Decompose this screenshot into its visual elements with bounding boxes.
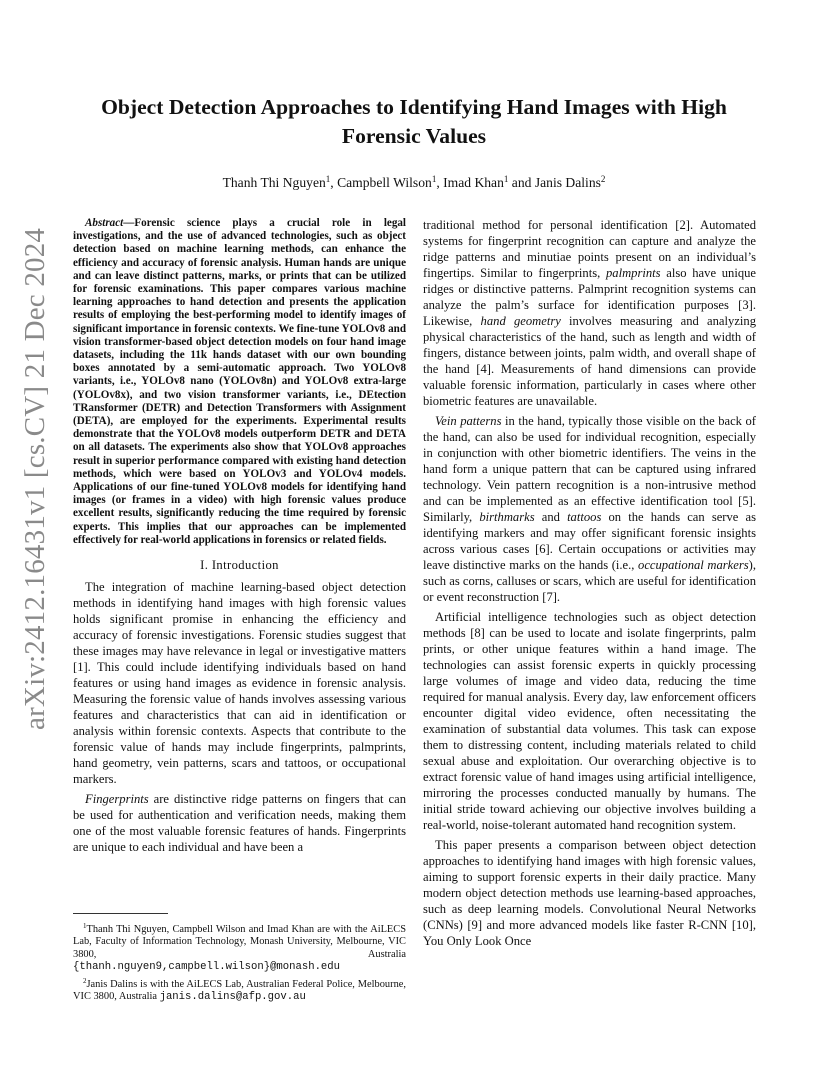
affiliation-mark: 1 xyxy=(431,174,437,184)
abstract-label: Abstract xyxy=(85,217,124,229)
body-paragraph: This paper presents a comparison between object detection approaches to identifying hand images with high forensic values, aiming to support forensic experts in their daily practice. Many modern object detection methods use learning-based approaches, such as deep learning models. Convolutional Neural Networks (CNNs) [9] and more advanced models like faster R-CNN [10], You Only Look Once xyxy=(423,838,756,948)
affiliation-mark: 1 xyxy=(503,174,509,184)
affiliation-mark: 2 xyxy=(600,174,606,184)
footnote-email: {thanh.nguyen9,campbell.wilson}@monash.edu xyxy=(73,961,341,974)
paragraph-text: traditional method for personal identification [2]. Automated systems for fingerprint recognition can capture and analyze the ridge patterns and minutiae points present on an individual’s fingertips. Similar to fingerprints, xyxy=(423,218,756,280)
paper-title: Object Detection Approaches to Identifying Hand Images with High Forensic Values xyxy=(101,95,727,148)
body-paragraph: The integration of machine learning-based object detection methods in identifying hand images with high forensic values holds significant promise in enhancing the efficiency and accuracy of forensic investigations. Forensic studies suggest that these images may have relevance in legal or investigative matters [1]. This could include identifying individuals based on hand features or using hand images as evidence in forensic analysis. Measuring the forensic value of hands involves assessing various features and characteristics that can aid in identification or analysis within forensic contexts. Aspects that contribute to the forensic value of hands may include fingerprints, palmprints, hand geometry, vein patterns, scars and tattoos, or occupational markers. xyxy=(73,580,406,787)
footnote-mark: 1 xyxy=(83,922,87,930)
footnote-mark: 2 xyxy=(83,976,87,985)
footnote-2 xyxy=(73,975,406,1004)
body-paragraph xyxy=(423,413,756,605)
footnote-rule xyxy=(73,913,168,914)
emphasis-term: Fingerprints xyxy=(85,792,149,807)
section-heading-introduction xyxy=(73,558,406,573)
abstract-text: Forensic science plays a crucial role in legal investigations, and the use of advanced technologies, such as object detection based on machine learning methods, can enhance the efficiency and accuracy of forensic analysis. Human hands are unique and can leave distinct patterns, marks, or prints that can be utilized for forensic examinations. This paper compares various machine learning approaches to hand detection and presents the application results of employing the best-performing model to identify images of significant importance in forensic contexts. We fine-tune YOLOv8 and vision transformer-based object detection models on four hand image datasets, including the 11k hands dataset with our own bounding boxes annotated by a semi-automatic approach. Two YOLOv8 variants, i.e., YOLOv8 nano (YOLOv8n) and YOLOv8 extra-large (YOLOv8x), and two vision transformer variants, i.e., DEtection TRansformer (DETR) and Detection Transformers with Assignment (DETA), are employed for the experiments. Experimental results demonstrate that the YOLOv8 models outperform DETR and DETA on all datasets. The experiments also show that YOLOv8 approaches result in superior performance compared with existing hand detection methods, which were based on YOLOv3 and YOLOv4 models. Applications of our fine-tuned YOLOv8 models for identifying hand images (or frames in a video) with high forensic values produce excellent results, significantly reducing the time required by forensic experts. This implies that our approaches can be implemented effectively for real-world applications in forensics or related fields. xyxy=(73,217,406,546)
section-heading-text: I. Introduction xyxy=(200,558,279,573)
paragraph-text: and xyxy=(534,510,568,524)
paragraph-text: in the hand, typically those visible on the back of the hand, can also be used for individual recognition, especially in conjunction with other biometric identifiers. The veins in the hand form a unique pattern that can be captured using infrared technology. Vein pattern recognition is a non-intrusive method and can be implemented as an effective identification tool [5]. Similarly, xyxy=(423,414,756,524)
footnote-1 xyxy=(73,920,406,974)
author-name: Thanh Thi Nguyen xyxy=(222,175,326,190)
author-line: Thanh Thi Nguyen$^1$, Campbell Wilson$^1$, Imad Khan$^1$ and Janis Dalins$^2$ xyxy=(222,174,606,190)
emphasis-term: tattoos xyxy=(567,510,602,524)
abstract xyxy=(73,217,406,547)
emphasis-term: occupational markers xyxy=(638,558,749,572)
abstract-dash: — xyxy=(123,217,135,229)
paragraph-text: ), such as corns, calluses or scars, which are useful for identification or event reconstruction [7]. xyxy=(423,558,756,604)
affiliation-mark: 1 xyxy=(325,174,331,184)
footnotes xyxy=(73,913,406,1004)
author-name: Imad Khan xyxy=(443,175,504,190)
body-paragraph: Artificial intelligence technologies such as object detection methods [8] can be used to locate and isolate fingerprints, palm prints, or other unique features within a hand image. The technologies can assist forensic experts in quickly processing large volumes of image and video data, reducing the time required for manual analysis. Every day, law enforcement officers encounter digital video evidence, often necessitating the examination of substantial data volumes. This task can expose them to distressing content, including materials related to child sexual abuse and exploitation. Our overarching objective is to extract forensic value of hand images using artificial intelligence, mirroring the processes conducted manually by humans. The initial stride toward achieving our objective involves building a real-world, noise-tolerant automated hand recognition system. xyxy=(423,610,756,832)
paragraph-text: on the hands can serve as identifying markers and may offer significant forensic insights across various cases [6]. Certain occupations or activities may leave distinctive marks on the hands (i.e., xyxy=(423,510,757,572)
arxiv-identifier-stamp: arXiv:2412.16431v1 [cs.CV] 21 Dec 2024 xyxy=(19,227,51,730)
paragraph-text: are distinctive ridge patterns on fingers that can be used for authentication and verification needs, making them one of the most valuable forensic features of hands. Fingerprints are unique to each individual and have been a xyxy=(73,792,406,855)
footnote-email: janis.dalins@afp.gov.au xyxy=(159,991,306,1004)
emphasis-term: palmprints xyxy=(605,266,661,280)
emphasis-term: birthmarks xyxy=(479,510,535,524)
author-name: Janis Dalins xyxy=(534,175,601,190)
footnote-text: Thanh Thi Nguyen, Campbell Wilson and Imad Khan are with the AiLECS Lab, Faculty of Information Technology, Monash University, Melbourne, VIC 3800, Australia xyxy=(73,924,406,960)
emphasis-term: hand geometry xyxy=(480,314,561,328)
body-paragraph xyxy=(73,791,406,855)
author-name: Campbell Wilson xyxy=(337,175,432,190)
author-conjunction: and xyxy=(511,175,532,190)
footnote-text: Janis Dalins is with the AiLECS Lab, Australian Federal Police, Melbourne, VIC 3800, Australia xyxy=(73,978,406,1003)
paragraph-text: involves measuring and analyzing physical characteristics of the hand, such as length and width of fingers, distance between joints, palm width, and overall shape of the hand [4]. Measurements of hand dimensions can provide valuable forensic information, particularly in cases where other biometric features are unavailable. xyxy=(423,314,756,408)
emphasis-term: Vein patterns xyxy=(435,414,502,428)
body-paragraph xyxy=(423,217,756,409)
paragraph-text: also have unique ridges or distinctive patterns. Palmprint recognition systems can analyze the palm’s surface for identification purposes [3]. Likewise, xyxy=(423,266,756,328)
left-column xyxy=(73,217,406,859)
right-column xyxy=(423,217,756,953)
